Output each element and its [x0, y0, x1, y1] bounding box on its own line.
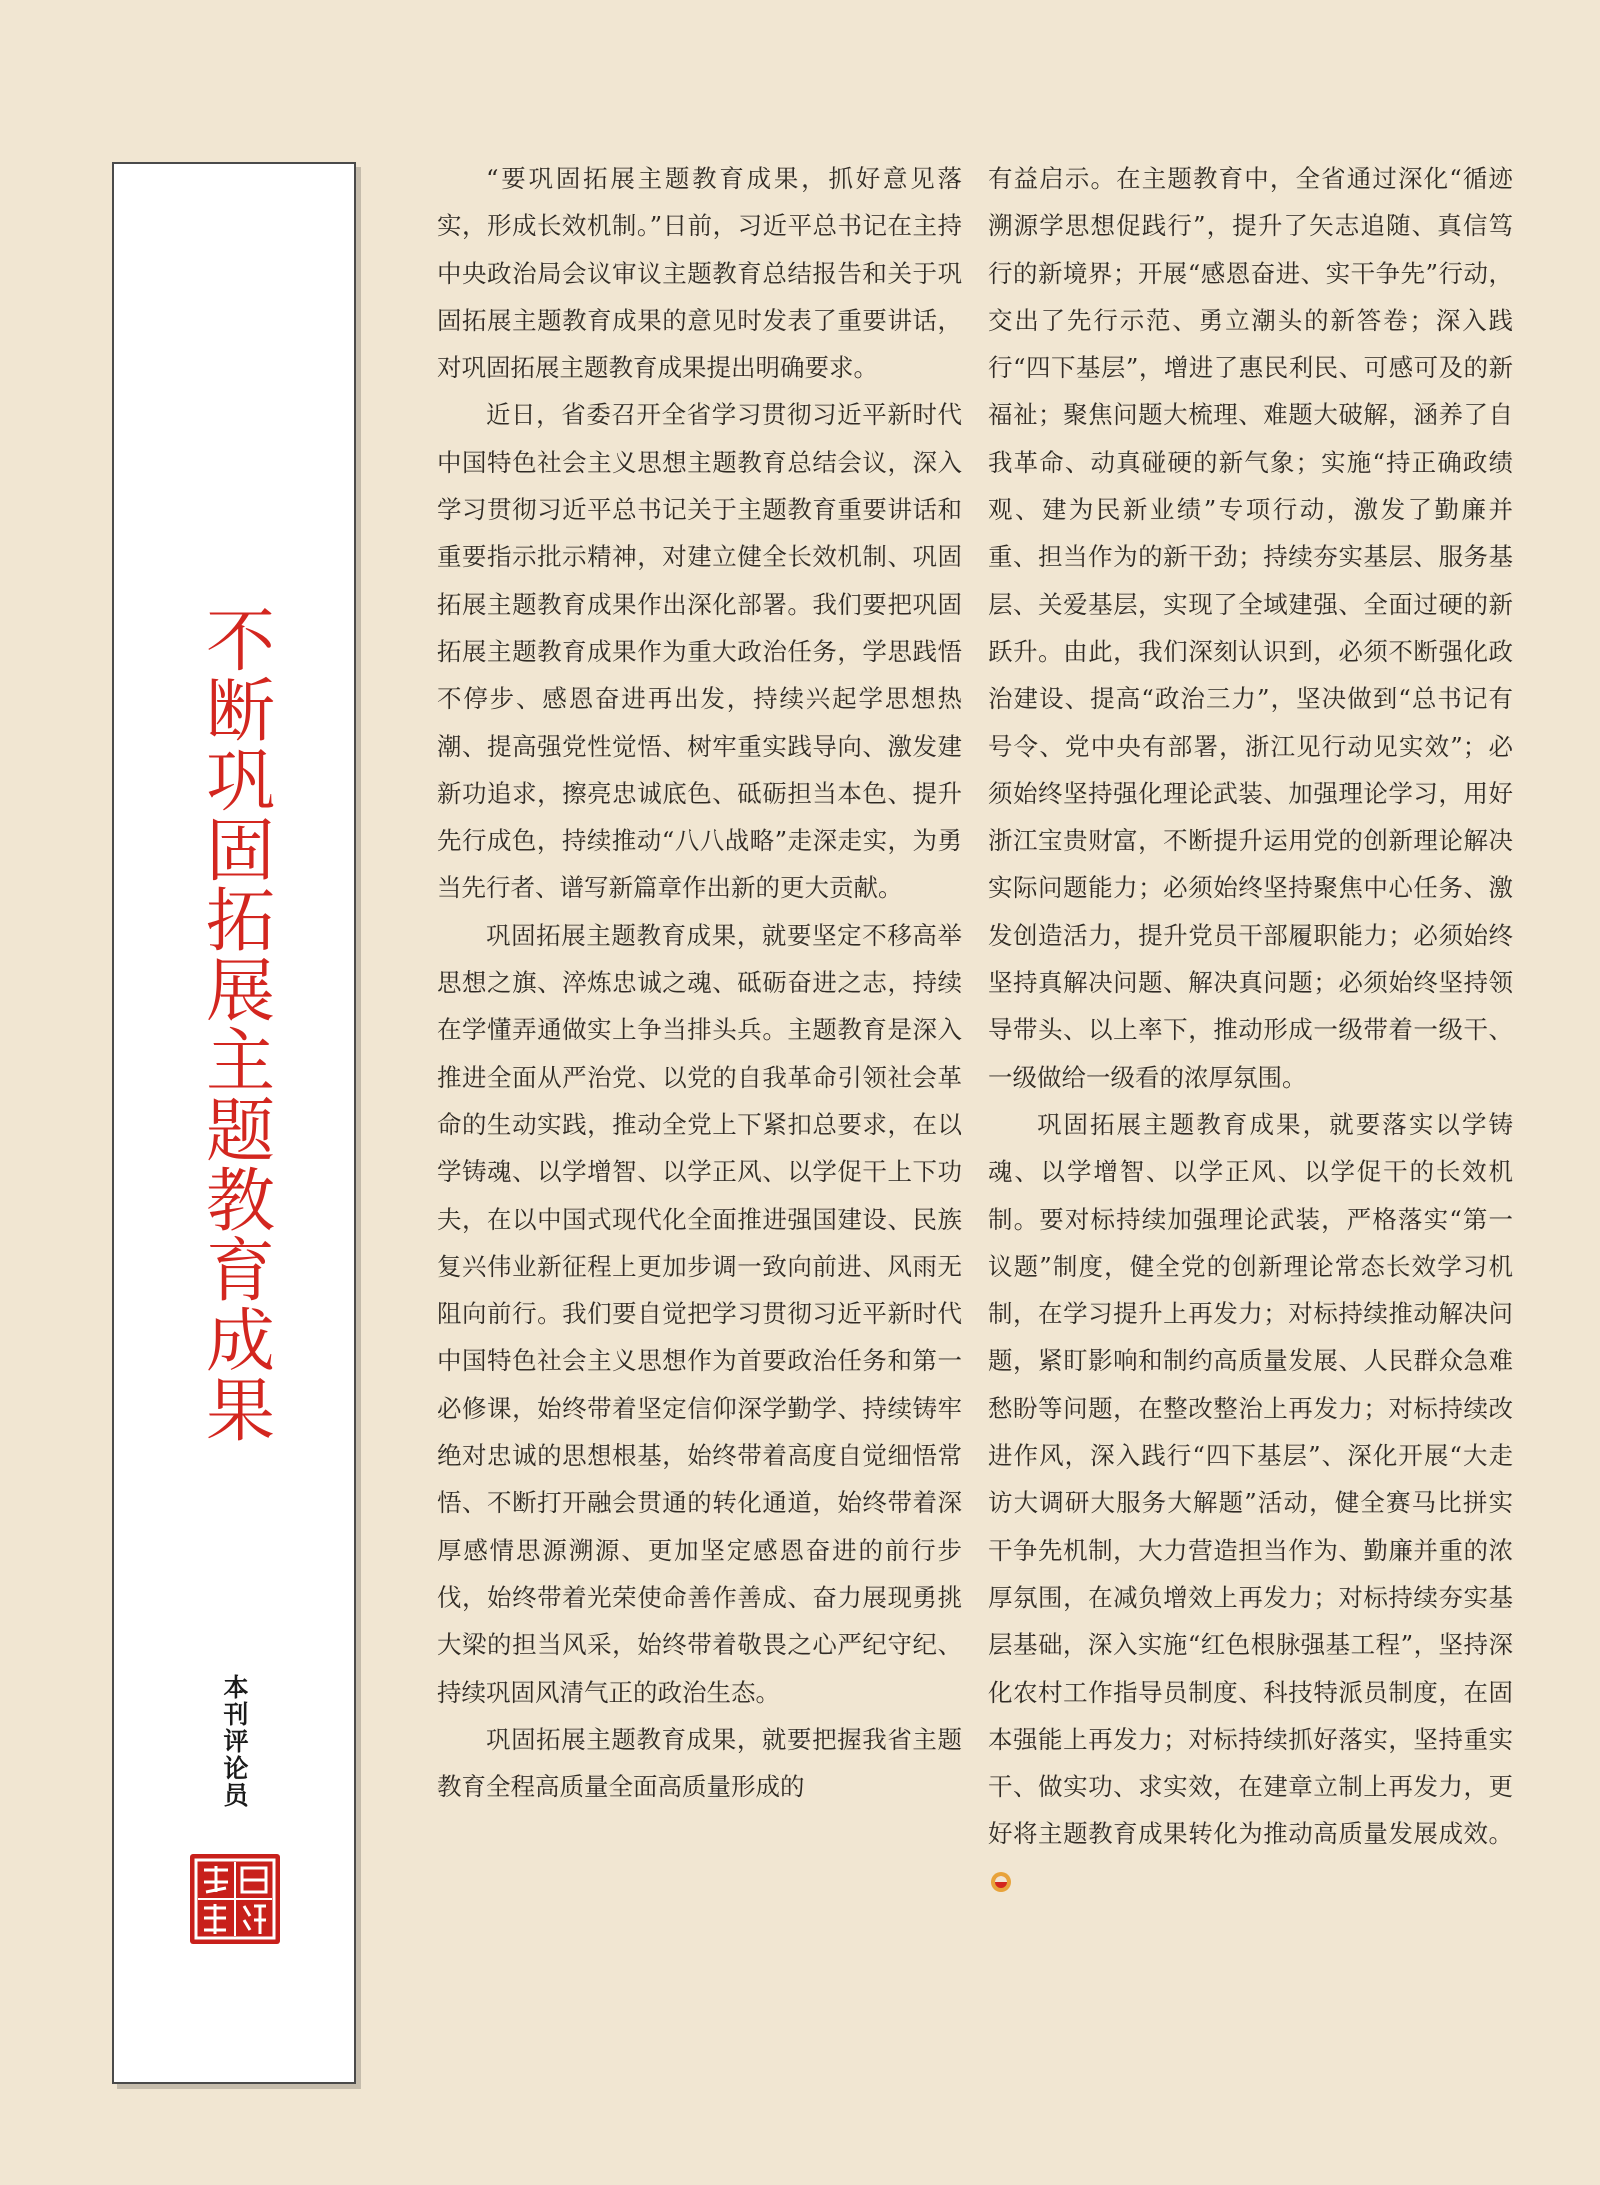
paragraph-4-continued: 有益启示。在主题教育中，全省通过深化“循迹溯源学思想促践行”，提升了矢志追随、真信笃行的新境界；开展“感恩奋进、实干争先”行动，交出了先行示范、勇立潮头的新答卷；深入践行“四下基层”，增进了惠民利民、可感可及的新福祉；聚焦问题大梳理、难题大破解，涵养了自我革命、动真碰硬的新气象；实施“持正确政绩观、建为民新业绩”专项行动，激发了勤廉并重、担当作为的新干劲；持续夯实基层、服务基层、关爱基层，实现了全域建强、全面过硬的新跃升。由此，我们深刻认识到，必须不断强化政治建设、提高“政治三力”，坚决做到“总书记有号令、党中央有部署，浙江见行动见实效”；必须始终坚持强化理论武装、加强理论学习，用好浙江宝贵财富，不断提升运用党的创新理论解决实际问题能力；必须始终坚持聚焦中心任务、激发创造活力，提升党员干部履职能力；必须始终坚持真解决问题、解决真问题；必须始终坚持领导带头、以上率下，推动形成一级带着一级干、一级做给一级看的浓厚氛围。 [988, 164, 1513, 1092]
paragraph-4: 巩固拓展主题教育成果，就要把握我省主题教育全程高质量全面高质量形成的 [437, 1724, 962, 1802]
article-column-2 [988, 155, 1513, 1905]
title-sidebar [112, 162, 356, 2084]
paragraph-1: “要巩固拓展主题教育成果，抓好意见落实，形成长效机制。”日前，习近平总书记在主持中央政治局会议审议主题教育总结报告和关于巩固拓展主题教育成果的意见时发表了重要讲话，对巩固拓展主题教育成果提出明确要求。 [437, 164, 962, 383]
paragraph-5-text: 巩固拓展主题教育成果，就要落实以学铸魂、以学增智、以学正风、以学促干的长效机制。要对标持续加强理论武装，严格落实“第一议题”制度，健全党的创新理论常态长效学习机制，在学习提升上再发力；对标持续推动解决问题，紧盯影响和制约高质量发展、人民群众急难愁盼等问题，在整改整治上再发力；对标持续改进作风，深入践行“四下基层”、深化开展“大走访大调研大服务大解题”活动，健全赛马比拼实干争先机制，大力营造担当作为、勤廉并重的浓厚氛围，在减负增效上再发力；对标持续夯实基层基础，深入实施“红色根脉强基工程”，坚持深化农村工作指导员制度、科技特派员制度，在固本强能上再发力；对标持续抓好落实，坚持重实干、做实功、求实效，在建章立制上再发力，更好将主题教育成果转化为推动高质量发展成效。 [988, 1109, 1513, 1849]
paragraph-5 [988, 1101, 1513, 1905]
paragraph-2: 近日，省委召开全省学习贯彻习近平新时代中国特色社会主义思想主题教育总结会议，深入学习贯彻习近平总书记关于主题教育重要讲话和重要指示批示精神，对建立健全长效机制、巩固拓展主题教育成果作出深化部署。我们要把巩固拓展主题教育成果作为重大政治任务，学思践悟不停步、感恩奋进再出发，持续兴起学思想热潮、提高强党性觉悟、树牢重实践导向、激发建新功追求，擦亮忠诚底色、砥砺担当本色、提升先行成色，持续推动“八八战略”走深走实，为勇当先行者、谱写新篇章作出新的更大贡献。 [437, 400, 962, 903]
end-mark-icon [990, 1871, 1012, 1893]
page-title: 不断巩固拓展主题教育成果 [194, 604, 274, 1444]
article-column-1 [437, 155, 962, 1810]
seal-stamp [190, 1854, 280, 1944]
paragraph-3: 巩固拓展主题教育成果，就要坚定不移高举思想之旗、淬炼忠诚之魂、砥砺奋进之志，持续在学懂弄通做实上争当排头兵。主题教育是深入推进全面从严治党、以党的自我革命引领社会革命的生动实践，推动全党上下紧扣总要求，在以学铸魂、以学增智、以学正风、以学促干上下功夫，在以中国式现代化全面推进强国建设、民族复兴伟业新征程上更加步调一致向前进、风雨无阻向前行。我们要自觉把学习贯彻习近平新时代中国特色社会主义思想作为首要政治任务和第一必修课，始终带着坚定信仰深学勤学、持续铸牢绝对忠诚的思想根基，始终带着高度自觉细悟常悟、不断打开融会贯通的转化通道，始终带着深厚感情思源溯源、更加坚定感恩奋进的前行步伐，始终带着光荣使命善作善成、奋力展现勇挑大梁的担当风采，始终带着敬畏之心严纪守纪、持续巩固风清气正的政治生态。 [437, 920, 962, 1707]
seal-icon [190, 1854, 280, 1944]
author-byline: 本刊评论员 [220, 1674, 249, 1809]
